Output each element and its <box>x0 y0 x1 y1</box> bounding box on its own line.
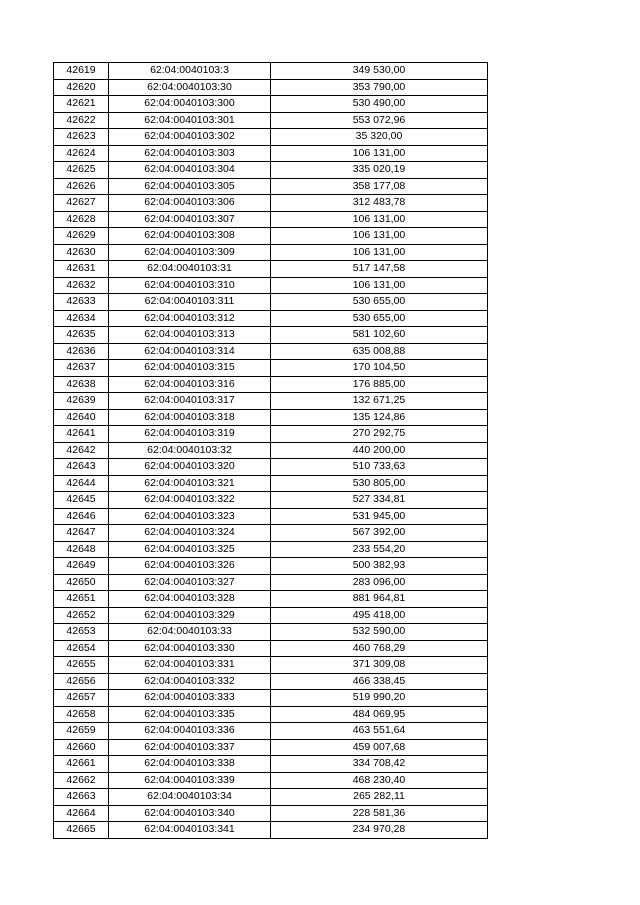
value-cell: 270 292,75 <box>271 426 488 443</box>
table-row <box>54 756 488 773</box>
row-number-cell: 42656 <box>54 673 109 690</box>
value-cell: 132 671,25 <box>271 393 488 410</box>
table-row <box>54 96 488 113</box>
cadastral-number-cell: 62:04:0040103:337 <box>109 739 271 756</box>
value-cell: 106 131,00 <box>271 228 488 245</box>
row-number-cell: 42639 <box>54 393 109 410</box>
value-cell: 35 320,00 <box>271 129 488 146</box>
table-row <box>54 508 488 525</box>
value-cell: 176 885,00 <box>271 376 488 393</box>
value-cell: 106 131,00 <box>271 277 488 294</box>
table-row <box>54 723 488 740</box>
table-body <box>54 63 488 839</box>
row-number-cell: 42621 <box>54 96 109 113</box>
row-number-cell: 42631 <box>54 261 109 278</box>
table-row <box>54 822 488 839</box>
cadastral-number-cell: 62:04:0040103:330 <box>109 640 271 657</box>
value-cell: 466 338,45 <box>271 673 488 690</box>
row-number-cell: 42623 <box>54 129 109 146</box>
table-row <box>54 459 488 476</box>
value-cell: 170 104,50 <box>271 360 488 377</box>
row-number-cell: 42634 <box>54 310 109 327</box>
table-row <box>54 63 488 80</box>
value-cell: 135 124,86 <box>271 409 488 426</box>
table-row <box>54 277 488 294</box>
value-cell: 358 177,08 <box>271 178 488 195</box>
value-cell: 553 072,96 <box>271 112 488 129</box>
cadastral-number-cell: 62:04:0040103:315 <box>109 360 271 377</box>
row-number-cell: 42652 <box>54 607 109 624</box>
value-cell: 530 490,00 <box>271 96 488 113</box>
table-row <box>54 805 488 822</box>
value-cell: 484 069,95 <box>271 706 488 723</box>
value-cell: 500 382,93 <box>271 558 488 575</box>
value-cell: 531 945,00 <box>271 508 488 525</box>
table-row <box>54 129 488 146</box>
table-row <box>54 772 488 789</box>
row-number-cell: 42657 <box>54 690 109 707</box>
value-cell: 312 483,78 <box>271 195 488 212</box>
row-number-cell: 42632 <box>54 277 109 294</box>
table-row <box>54 558 488 575</box>
cadastral-number-cell: 62:04:0040103:307 <box>109 211 271 228</box>
value-cell: 265 282,11 <box>271 789 488 806</box>
cadastral-number-cell: 62:04:0040103:300 <box>109 96 271 113</box>
value-cell: 510 733,63 <box>271 459 488 476</box>
row-number-cell: 42626 <box>54 178 109 195</box>
row-number-cell: 42658 <box>54 706 109 723</box>
cadastral-number-cell: 62:04:0040103:320 <box>109 459 271 476</box>
cadastral-number-cell: 62:04:0040103:301 <box>109 112 271 129</box>
cadastral-number-cell: 62:04:0040103:310 <box>109 277 271 294</box>
cadastral-number-cell: 62:04:0040103:317 <box>109 393 271 410</box>
table-row <box>54 426 488 443</box>
cadastral-number-cell: 62:04:0040103:332 <box>109 673 271 690</box>
row-number-cell: 42650 <box>54 574 109 591</box>
document-sheet <box>53 62 487 839</box>
value-cell: 468 230,40 <box>271 772 488 789</box>
value-cell: 460 768,29 <box>271 640 488 657</box>
row-number-cell: 42654 <box>54 640 109 657</box>
row-number-cell: 42628 <box>54 211 109 228</box>
table-row <box>54 79 488 96</box>
row-number-cell: 42633 <box>54 294 109 311</box>
cadastral-number-cell: 62:04:0040103:305 <box>109 178 271 195</box>
value-cell: 519 990,20 <box>271 690 488 707</box>
table-row <box>54 607 488 624</box>
value-cell: 517 147,58 <box>271 261 488 278</box>
table-row <box>54 261 488 278</box>
cadastral-number-cell: 62:04:0040103:314 <box>109 343 271 360</box>
cadastral-number-cell: 62:04:0040103:331 <box>109 657 271 674</box>
row-number-cell: 42646 <box>54 508 109 525</box>
row-number-cell: 42647 <box>54 525 109 542</box>
table-row <box>54 442 488 459</box>
table-row <box>54 310 488 327</box>
value-cell: 530 805,00 <box>271 475 488 492</box>
value-cell: 106 131,00 <box>271 211 488 228</box>
table-row <box>54 525 488 542</box>
row-number-cell: 42627 <box>54 195 109 212</box>
value-cell: 228 581,36 <box>271 805 488 822</box>
value-cell: 463 551,64 <box>271 723 488 740</box>
cadastral-number-cell: 62:04:0040103:336 <box>109 723 271 740</box>
table-row <box>54 657 488 674</box>
cadastral-number-cell: 62:04:0040103:338 <box>109 756 271 773</box>
table-row <box>54 112 488 129</box>
table-row <box>54 739 488 756</box>
row-number-cell: 42645 <box>54 492 109 509</box>
table-row <box>54 492 488 509</box>
row-number-cell: 42620 <box>54 79 109 96</box>
row-number-cell: 42625 <box>54 162 109 179</box>
row-number-cell: 42644 <box>54 475 109 492</box>
cadastral-number-cell: 62:04:0040103:313 <box>109 327 271 344</box>
table-row <box>54 211 488 228</box>
value-cell: 530 655,00 <box>271 294 488 311</box>
table-row <box>54 145 488 162</box>
value-cell: 530 655,00 <box>271 310 488 327</box>
row-number-cell: 42651 <box>54 591 109 608</box>
cadastral-number-cell: 62:04:0040103:333 <box>109 690 271 707</box>
row-number-cell: 42640 <box>54 409 109 426</box>
value-cell: 106 131,00 <box>271 244 488 261</box>
cadastral-number-cell: 62:04:0040103:33 <box>109 624 271 641</box>
cadastral-number-cell: 62:04:0040103:303 <box>109 145 271 162</box>
cadastral-number-cell: 62:04:0040103:306 <box>109 195 271 212</box>
table-row <box>54 294 488 311</box>
row-number-cell: 42641 <box>54 426 109 443</box>
value-cell: 353 790,00 <box>271 79 488 96</box>
value-cell: 234 970,28 <box>271 822 488 839</box>
value-cell: 581 102,60 <box>271 327 488 344</box>
cadastral-number-cell: 62:04:0040103:318 <box>109 409 271 426</box>
cadastral-number-cell: 62:04:0040103:308 <box>109 228 271 245</box>
table-row <box>54 475 488 492</box>
cadastral-number-cell: 62:04:0040103:3 <box>109 63 271 80</box>
cadastral-number-cell: 62:04:0040103:32 <box>109 442 271 459</box>
cadastral-number-cell: 62:04:0040103:302 <box>109 129 271 146</box>
table-row <box>54 640 488 657</box>
value-cell: 567 392,00 <box>271 525 488 542</box>
table-row <box>54 360 488 377</box>
table-row <box>54 393 488 410</box>
row-number-cell: 42622 <box>54 112 109 129</box>
row-number-cell: 42619 <box>54 63 109 80</box>
cadastral-number-cell: 62:04:0040103:304 <box>109 162 271 179</box>
row-number-cell: 42653 <box>54 624 109 641</box>
value-cell: 495 418,00 <box>271 607 488 624</box>
table-row <box>54 574 488 591</box>
row-number-cell: 42638 <box>54 376 109 393</box>
row-number-cell: 42648 <box>54 541 109 558</box>
value-cell: 106 131,00 <box>271 145 488 162</box>
table-row <box>54 624 488 641</box>
value-cell: 371 309,08 <box>271 657 488 674</box>
table-row <box>54 690 488 707</box>
table-row <box>54 162 488 179</box>
cadastral-number-cell: 62:04:0040103:324 <box>109 525 271 542</box>
cadastral-number-cell: 62:04:0040103:34 <box>109 789 271 806</box>
table-row <box>54 195 488 212</box>
row-number-cell: 42659 <box>54 723 109 740</box>
table-row <box>54 591 488 608</box>
row-number-cell: 42642 <box>54 442 109 459</box>
cadastral-number-cell: 62:04:0040103:30 <box>109 79 271 96</box>
cadastral-number-cell: 62:04:0040103:31 <box>109 261 271 278</box>
table-row <box>54 673 488 690</box>
value-cell: 334 708,42 <box>271 756 488 773</box>
row-number-cell: 42630 <box>54 244 109 261</box>
cadastral-value-table <box>53 62 488 839</box>
cadastral-number-cell: 62:04:0040103:316 <box>109 376 271 393</box>
row-number-cell: 42649 <box>54 558 109 575</box>
table-row <box>54 376 488 393</box>
value-cell: 440 200,00 <box>271 442 488 459</box>
cadastral-number-cell: 62:04:0040103:341 <box>109 822 271 839</box>
table-row <box>54 244 488 261</box>
table-row <box>54 706 488 723</box>
cadastral-number-cell: 62:04:0040103:322 <box>109 492 271 509</box>
table-row <box>54 789 488 806</box>
cadastral-number-cell: 62:04:0040103:311 <box>109 294 271 311</box>
row-number-cell: 42663 <box>54 789 109 806</box>
cadastral-number-cell: 62:04:0040103:326 <box>109 558 271 575</box>
cadastral-number-cell: 62:04:0040103:329 <box>109 607 271 624</box>
cadastral-number-cell: 62:04:0040103:312 <box>109 310 271 327</box>
value-cell: 233 554,20 <box>271 541 488 558</box>
value-cell: 527 334,81 <box>271 492 488 509</box>
value-cell: 335 020,19 <box>271 162 488 179</box>
cadastral-number-cell: 62:04:0040103:340 <box>109 805 271 822</box>
cadastral-number-cell: 62:04:0040103:319 <box>109 426 271 443</box>
value-cell: 349 530,00 <box>271 63 488 80</box>
cadastral-number-cell: 62:04:0040103:325 <box>109 541 271 558</box>
value-cell: 283 096,00 <box>271 574 488 591</box>
row-number-cell: 42661 <box>54 756 109 773</box>
value-cell: 881 964,81 <box>271 591 488 608</box>
table-row <box>54 228 488 245</box>
cadastral-number-cell: 62:04:0040103:321 <box>109 475 271 492</box>
value-cell: 459 007,68 <box>271 739 488 756</box>
row-number-cell: 42637 <box>54 360 109 377</box>
row-number-cell: 42665 <box>54 822 109 839</box>
row-number-cell: 42662 <box>54 772 109 789</box>
cadastral-number-cell: 62:04:0040103:309 <box>109 244 271 261</box>
row-number-cell: 42664 <box>54 805 109 822</box>
row-number-cell: 42635 <box>54 327 109 344</box>
row-number-cell: 42643 <box>54 459 109 476</box>
cadastral-number-cell: 62:04:0040103:327 <box>109 574 271 591</box>
row-number-cell: 42629 <box>54 228 109 245</box>
row-number-cell: 42624 <box>54 145 109 162</box>
table-row <box>54 541 488 558</box>
table-row <box>54 409 488 426</box>
cadastral-number-cell: 62:04:0040103:328 <box>109 591 271 608</box>
cadastral-number-cell: 62:04:0040103:323 <box>109 508 271 525</box>
row-number-cell: 42660 <box>54 739 109 756</box>
table-row <box>54 343 488 360</box>
cadastral-number-cell: 62:04:0040103:339 <box>109 772 271 789</box>
table-row <box>54 178 488 195</box>
row-number-cell: 42655 <box>54 657 109 674</box>
cadastral-number-cell: 62:04:0040103:335 <box>109 706 271 723</box>
value-cell: 635 008,88 <box>271 343 488 360</box>
table-row <box>54 327 488 344</box>
row-number-cell: 42636 <box>54 343 109 360</box>
value-cell: 532 590,00 <box>271 624 488 641</box>
